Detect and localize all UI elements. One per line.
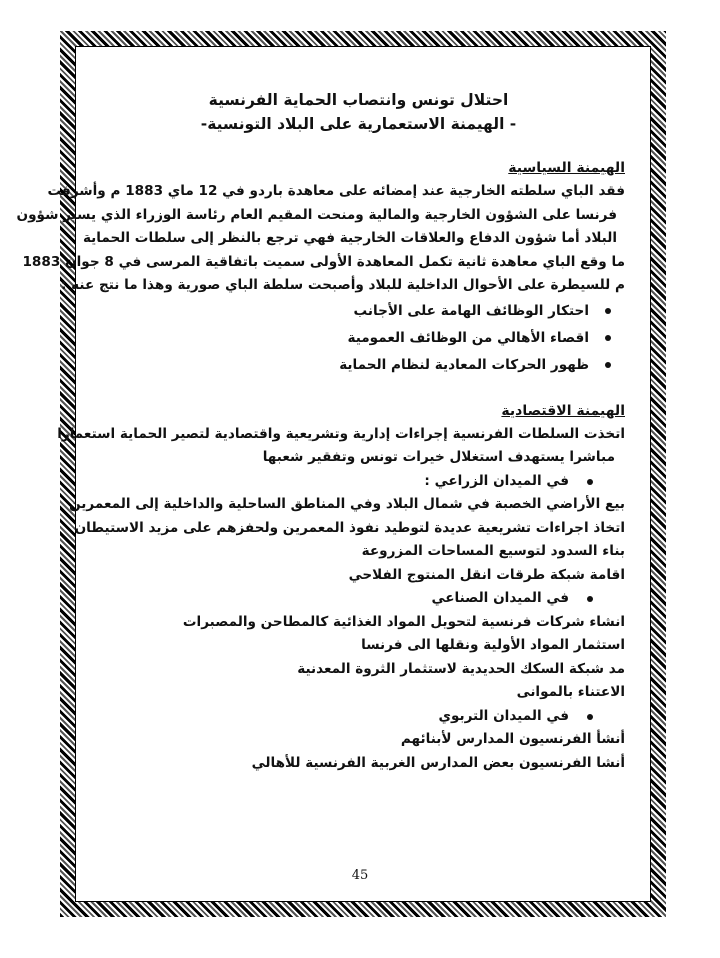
paragraph-line: اتخذت السلطات الفرنسية إجراءات إدارية وتشريعية واقتصادية لتصير الحماية استعمارا <box>57 425 625 442</box>
paragraph-line: فقد الباي سلطته الخارجية عند إمضائه على معاهدة باردو في 12 ماي 1883 م وأشرفت <box>47 183 625 199</box>
document-title: احتلال تونس وانتصاب الحماية الفرنسية <box>208 91 509 109</box>
subsection-label: في الميدان التربوي <box>438 707 569 724</box>
bullet-icon <box>587 479 593 485</box>
subsection-label: في الميدان الزراعي : <box>424 472 569 489</box>
section-heading-economic: الهيمنة الاقتصادية <box>501 402 625 419</box>
bullet-icon <box>605 362 611 368</box>
paragraph-line: أنشأ الفرنسيون المدارس لأبنائهم <box>400 731 625 747</box>
paragraph-line: مباشرا يستهدف استغلال خيرات تونس وتفقير شعبها <box>262 449 615 465</box>
bullet-icon <box>605 335 611 341</box>
paragraph-line: البلاد أما شؤون الدفاع والعلاقات الخارجية فهي ترجع بالنظر إلى سلطات الحماية <box>82 230 617 246</box>
paragraph-line: الاعتناء بالموانى <box>516 684 625 700</box>
list-item <box>92 325 625 352</box>
page-content <box>16 88 625 775</box>
list-item-text: اقصاء الأهالي من الوظائف العمومية <box>347 329 589 346</box>
subsection-heading-education <box>92 705 625 729</box>
section-heading-political: الهيمنة السياسية <box>508 160 625 176</box>
paragraph-line: استثمار المواد الأولية ونقلها الى فرنسا <box>361 637 625 653</box>
paragraph-line: اتخاذ اجراءات تشريعية عديدة لتوطيد نفوذ المعمرين ولحفزهم على مزيد الاستيطان <box>74 519 625 536</box>
bullet-icon <box>605 308 611 314</box>
list-item-text: احتكار الوظائف الهامة على الأجانب <box>353 302 589 319</box>
bullet-icon <box>587 596 593 602</box>
paragraph-line: انشاء شركات فرنسية لتحويل المواد الغذائية كالمطاحن والمصبرات <box>182 613 625 630</box>
paragraph-line: م للسيطرة على الأحوال الداخلية للبلاد وأصبحت سلطة الباي صورية وهذا ما نتج عنه : <box>60 277 625 293</box>
document-subtitle: - الهيمنة الاستعمارية على البلاد التونسية- <box>200 115 517 133</box>
bullet-icon <box>587 714 593 720</box>
subsection-heading-industry <box>92 587 625 611</box>
paragraph-line: اقامة شبكة طرقات انقل المنتوج الفلاحي <box>348 566 625 583</box>
paragraph-line: فرنسا على الشؤون الخارجية والمالية ومنحت المقيم العام رئاسة الوزراء الذي يسير شؤون <box>16 206 617 223</box>
list-item <box>92 298 625 325</box>
paragraph-line: ما وقع الباي معاهدة ثانية تكمل المعاهدة الأولى سميت باتفاقية المرسى في 8 جوان 1883 <box>22 253 625 270</box>
paragraph-line: أنشا الفرنسيون بعض المدارس الغربية الفرنسية للأهالي <box>251 754 625 771</box>
subsection-heading-agriculture <box>92 470 625 494</box>
subsection-label: في الميدان الصناعي <box>431 590 569 606</box>
paragraph-line: بيع الأراضي الخصبة في شمال البلاد وفي المناطق الساحلية والداخلية إلى المعمرين <box>69 496 625 512</box>
paragraph-line: بناء السدود لتوسيع المساحات المزروعة <box>361 543 625 559</box>
list-item <box>92 352 625 379</box>
list-item-text: ظهور الحركات المعادية لنظام الحماية <box>339 356 589 373</box>
page-number: 45 <box>351 868 369 883</box>
paragraph-line: مد شبكة السكك الحديدية لاستثمار الثروة المعدنية <box>297 660 625 677</box>
